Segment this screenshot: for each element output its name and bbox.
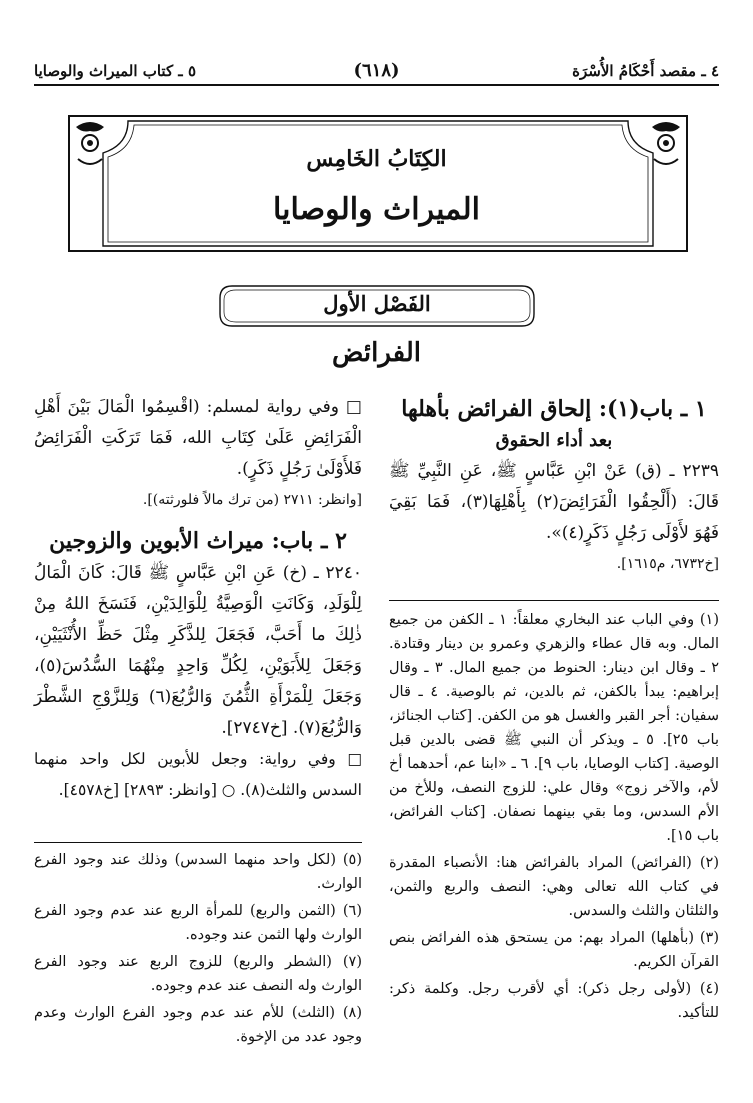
footnote-5: (٥) (لكل واحد منهما السدس) وذلك عند وجود الفرع الوارث. bbox=[34, 852, 362, 892]
right-footnote-rule bbox=[389, 600, 719, 601]
footnote-8: (٨) (الثلث) للأم عند عدم وجود الفرع الوارث وعدم وجود عدد من الإخوة. bbox=[34, 1005, 362, 1045]
muslim-narration: □ وفي رواية لمسلم: (اقْسِمُوا الْمَالَ بَيْنَ أَهْلِ الْفَرَائِضِ عَلَىٰ كِتَابِ الله، فَمَا تَرَكَتِ الْفَرَائِضُ فَلأَوْلَىٰ رَجُلٍ ذَكَرٍ). bbox=[34, 397, 362, 479]
chapter-title: الفَصْل الأول bbox=[323, 291, 431, 316]
bab2-heading: ٢ ـ باب: ميراث الأبوين والزوجين bbox=[49, 528, 347, 554]
section-title: الفرائض bbox=[332, 338, 421, 368]
book-title: الميراث والوصايا bbox=[272, 192, 480, 227]
footnote-7: (٧) (الشطر والربع) للزوج الربع عند وجود الفرع الوارث وله النصف عند عدم وجوده. bbox=[34, 954, 362, 994]
left-footnotes bbox=[34, 848, 362, 1052]
footnote-6: (٦) (الثمن والربع) للمرأة الربع عند عدم وجود الفرع الوارث ولها الثمن عند وجوده. bbox=[34, 903, 362, 943]
left-column bbox=[34, 392, 362, 806]
header-part-title: ٤ ـ مقصد أَحْكَامُ الأُسْرَة bbox=[572, 62, 719, 80]
right-footnotes bbox=[389, 608, 719, 1028]
left-footnote-rule bbox=[34, 842, 362, 843]
riwaya-note: □ وفي رواية: وجعل للأبوين لكل واحد منهما السدس والثلث(٨). ○ [وانظر: ٢٨٩٣] [خ٤٥٧٨]. bbox=[34, 750, 362, 799]
right-column bbox=[389, 392, 719, 580]
book-title-frame bbox=[68, 115, 688, 252]
hadith-2239-ref: [خ٦٧٣٢، م١٦١٥]. bbox=[616, 556, 719, 572]
footnote-3: (٣) (بأهلها) المراد بهم: من يستحق هذه الفرائض بنص القرآن الكريم. bbox=[389, 930, 719, 970]
bab1-heading: ١ ـ باب(١): إلحاق الفرائض بأهلها bbox=[401, 396, 707, 422]
bab1-subheading: بعد أداء الحقوق bbox=[495, 430, 613, 451]
footnote-1: (١) وفي الباب عند البخاري معلقاً: ١ ـ الكفن من جميع المال. وبه قال عطاء والزهري وعمرو بن دينار وقتادة. ٢ ـ وقال ابن دينار: الحنوط من جميع المال. ٣ ـ وقال إبراهيم: يبدأ بالكفن، ثم بالدين، ثم بالوصية. ٤ ـ قال سفيان: أجر القبر والغسل هو من الكفن. [كتاب الجنائز، باب ٢٥]. ٥ ـ ويذكر أن النبي ﷺ قضى بالدين قبل الوصية. [كتاب الوصايا، باب ٩]. ٦ ـ «ابنا عم، أحدهما أخ لأم، والآخر زوج» وقال علي: للزوج النصف، وللأخ من الأم السدس، وما بقي بينهما نصفان. [كتاب الفرائض، باب ١٥]. bbox=[389, 612, 719, 844]
footnote-4: (٤) (لأولى رجل ذكر): أي لأقرب رجل. وكلمة ذكر: للتأكيد. bbox=[389, 981, 719, 1021]
page-number: (٦١٨) bbox=[353, 60, 400, 81]
book-label: الكِتَابُ الخَامِس bbox=[306, 146, 447, 172]
header-book-title: ٥ ـ كتاب الميراث والوصايا bbox=[34, 62, 196, 80]
muslim-ref: [وانظر: ٢٧١١ (من ترك مالاً فلورثته)]. bbox=[142, 492, 362, 508]
footnote-2: (٢) (الفرائض) المراد بالفرائض هنا: الأنصباء المقدرة في كتاب الله تعالى وهي: النصف والربع والثمن، والثلثان والثلث والسدس. bbox=[389, 855, 719, 919]
hadith-2239: ٢٢٣٩ ـ (ق) عَنْ ابْنِ عَبَّاسٍ ﷺ، عَنِ النَّبِيِّ ﷺ قَالَ: (أَلْحِقُوا الْفَرَائِضَ(٢) بِأَهْلِهَا(٣)، فَمَا بَقِيَ فَهُوَ لأَوْلَى رَجُلٍ ذَكَرٍ(٤)». bbox=[389, 461, 719, 543]
hadith-2240: ٢٢٤٠ ـ (خ) عَنِ ابْنِ عَبَّاسٍ ﷺ قَالَ: كَانَ الْمَالُ لِلْوَلَدِ، وَكَانَتِ الْوَصِيَّةُ لِلْوَالِدَيْنِ، فَنَسَخَ اللهُ مِنْ ذٰلِكَ ما أَحَبَّ، فَجَعَلَ لِلذَّكَرِ مِثْلَ حَظِّ الأُنْثَيَيْنِ، وَجَعَلَ لِلأَبَوَيْنِ، لِكُلِّ وَاحِدٍ مِنْهُمَا السُّدُسَ(٥)، وَجَعَلَ لِلْمَرْأَةِ الثُّمُنَ وَالرُّبُعَ(٦) وَلِلزَّوْجِ الشَّطْرَ وَالرُّبُعَ(٧). [خ٢٧٤٧]. bbox=[34, 563, 362, 738]
running-header bbox=[34, 60, 719, 86]
